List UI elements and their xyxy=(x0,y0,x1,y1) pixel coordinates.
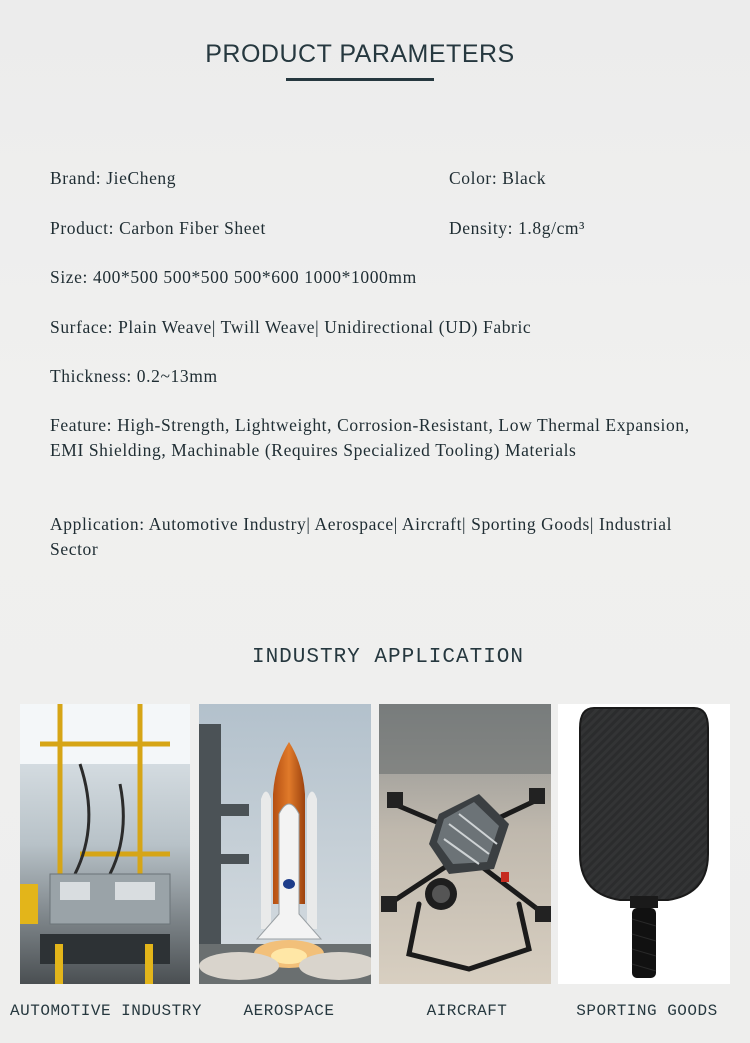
param-feature: Feature: High-Strength, Lightweight, Corrosion-Resistant, Low Thermal Expansion, EMI Shielding, Machinable (Requires Specialized Tooling) Materials xyxy=(50,415,690,460)
parameters-title: PRODUCT PARAMETERS xyxy=(205,40,515,68)
param-product: Product: Carbon Fiber Sheet xyxy=(50,218,266,238)
automotive-factory-photo xyxy=(20,704,190,984)
param-thickness: Thickness: 0.2~13mm xyxy=(50,366,218,386)
param-density: Density: 1.8g/cm³ xyxy=(449,218,585,238)
title-underline xyxy=(286,78,434,81)
caption-aerospace: AEROSPACE xyxy=(243,1002,335,1020)
caption-automotive: AUTOMOTIVE INDUSTRY xyxy=(10,1002,202,1020)
param-surface: Surface: Plain Weave| Twill Weave| Unidirectional (UD) Fabric xyxy=(50,317,532,337)
param-application: Application: Automotive Industry| Aerospace| Aircraft| Sporting Goods| Industrial Sector xyxy=(50,514,673,559)
caption-aircraft: AIRCRAFT xyxy=(426,1002,508,1020)
param-color: Color: Black xyxy=(449,168,547,188)
param-brand: Brand: JieCheng xyxy=(50,168,177,188)
caption-sporting-goods: SPORTING GOODS xyxy=(576,1002,718,1020)
param-size: Size: 400*500 500*500 500*600 1000*1000mm xyxy=(50,267,417,287)
drone-photo xyxy=(379,704,551,984)
industry-title: INDUSTRY APPLICATION xyxy=(251,646,525,669)
pickleball-paddle-photo xyxy=(558,704,730,984)
space-shuttle-photo xyxy=(199,704,371,984)
